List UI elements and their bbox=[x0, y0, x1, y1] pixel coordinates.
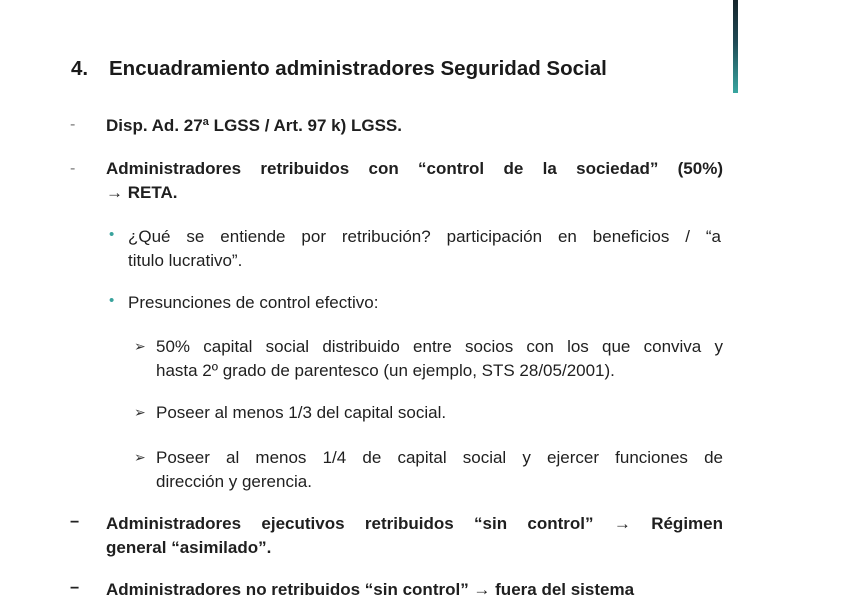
accent-bar bbox=[733, 0, 738, 93]
bullet-item-2-line-2: → RETA. bbox=[106, 183, 178, 202]
subsub-item-2: Poseer al menos 1/3 del capital social. bbox=[156, 403, 447, 422]
title-number: 4. bbox=[71, 57, 89, 80]
arrow-bullet-icon: ➢ bbox=[134, 449, 146, 465]
arrow-bullet-icon: ➢ bbox=[134, 404, 146, 420]
subsub-item-3-line-1: Poseer al menos 1/4 de capital social y ejercer funciones de bbox=[156, 448, 723, 467]
bullet-item-3-line-1: Administradores ejecutivos retribuidos “sin control” → Régimen bbox=[106, 514, 723, 533]
bullet-item-2-line-1: Administradores retribuidos con “control de la sociedad” (50%) bbox=[106, 159, 723, 178]
sub-item-1-line-1: ¿Qué se entiende por retribución? participación en beneficios / “a bbox=[128, 227, 721, 246]
circle-bullet: • bbox=[109, 226, 115, 243]
subsub-item-3-line-2: dirección y gerencia. bbox=[156, 472, 312, 491]
dash-marker: - bbox=[70, 160, 76, 177]
page-title bbox=[71, 57, 607, 81]
circle-bullet: • bbox=[109, 292, 115, 309]
arrow-bullet-icon: ➢ bbox=[134, 338, 146, 354]
dash-marker: − bbox=[70, 514, 80, 531]
subsub-item-1-line-1: 50% capital social distribuido entre socios con los que conviva y bbox=[156, 337, 723, 356]
bullet-item-1: Disp. Ad. 27ª LGSS / Art. 97 k) LGSS. bbox=[106, 116, 402, 135]
dash-marker: - bbox=[70, 116, 76, 133]
dash-marker: − bbox=[70, 580, 80, 597]
title-text: Encuadramiento administradores Seguridad Social bbox=[109, 57, 607, 80]
sub-item-1-line-2: titulo lucrativo”. bbox=[128, 251, 243, 270]
subsub-item-1-line-2: hasta 2º grado de parentesco (un ejemplo, STS 28/05/2001). bbox=[156, 361, 615, 380]
sub-item-2: Presunciones de control efectivo: bbox=[128, 293, 379, 312]
bullet-item-3-line-2: general “asimilado”. bbox=[106, 538, 272, 557]
bullet-item-4: Administradores no retribuidos “sin control” → fuera del sistema bbox=[106, 580, 635, 599]
